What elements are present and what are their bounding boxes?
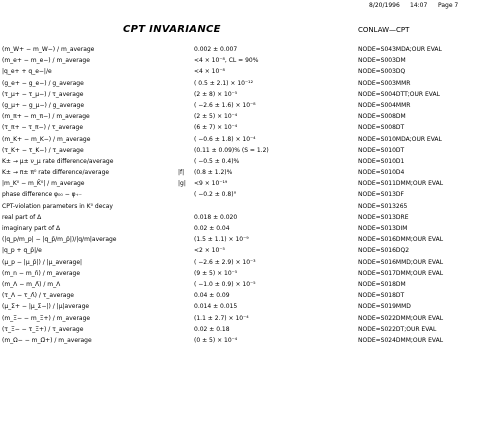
measurement-value: 0.02 ± 0.04 (194, 225, 230, 232)
measurement-value: <4 × 10⁻⁸, CL = 90% (194, 57, 259, 65)
measurement-row (0, 134, 489, 145)
measurement-label: (g_μ+ − g_μ−) / g_average (2, 101, 85, 109)
measurement-value: <9 × 10⁻¹⁹ (194, 180, 228, 188)
node-reference: NODE=S013DF (358, 191, 404, 199)
measurement-value: ( −0.6 ± 1.8) × 10⁻⁴ (194, 135, 256, 143)
measurement-label: K± → μ± ν_μ rate difference/average (2, 157, 114, 165)
measurement-value: 0.04 ± 0.09 (194, 292, 230, 300)
measurement-row (0, 201, 489, 212)
measurement-row (0, 178, 489, 189)
measurement-row (0, 122, 489, 133)
measurement-value: (0 ± 5) × 10⁻⁴ (194, 336, 238, 344)
measurement-value: 0.014 ± 0.015 (194, 303, 238, 311)
node-reference: NODE=S003DM (358, 57, 406, 65)
node-reference: NODE=S010MDA;OUR EVAL (358, 135, 442, 143)
node-reference: NODE=S013DRE (358, 213, 409, 221)
node-reference: NODE=S013265 (358, 202, 408, 210)
section-tag: CONLAW—CPT (358, 26, 410, 34)
measurement-row (0, 223, 489, 234)
measurement-label: |q_e+ + q_e−|/e (2, 68, 52, 76)
measurement-value: (1.1 ± 2.7) × 10⁻⁴ (194, 314, 249, 322)
measurement-label: (m_π+ − m_π−) / m_average (2, 113, 90, 121)
node-reference: NODE=S010D1 (358, 157, 405, 165)
node-reference: NODE=S010DT (358, 146, 405, 154)
measurement-row (0, 44, 489, 55)
measurement-label: (m_Ξ− − m_Ξ̄+) / m_average (2, 314, 91, 322)
measurement-value: ( −0.5 ± 0.4)% (194, 157, 240, 165)
measurement-row (0, 212, 489, 223)
measurement-row (0, 156, 489, 167)
measurement-value: (1.5 ± 1.1) × 10⁻⁹ (194, 236, 249, 244)
measurement-row (0, 55, 489, 66)
measurement-label: imaginary part of Δ (2, 225, 61, 232)
measurement-value: (2 ± 8) × 10⁻⁵ (194, 90, 238, 98)
measurement-row (0, 257, 489, 268)
header-date: 8/20/1996 (369, 2, 400, 9)
measurement-label: (μ_Σ+ − |μ_Σ̄−|) / |μ|average (2, 303, 90, 311)
node-reference: NODE=S018DT (358, 292, 405, 300)
measurement-label: phase difference φ₀₀ − φ₊₋ (2, 191, 82, 199)
node-reference: NODE=S022DMM;OUR EVAL (358, 314, 444, 322)
measurement-row (0, 313, 489, 324)
measurement-label: |m_K⁰ − m_K̄⁰| / m_average (2, 180, 85, 188)
measurement-value: <2 × 10⁻⁵ (194, 247, 225, 255)
node-reference: NODE=S008DT (358, 124, 405, 132)
measurement-row (0, 189, 489, 200)
node-reference: NODE=S022DT;OUR EVAL (358, 325, 437, 333)
measurement-label: (m_n − m_n̄) / m_average (2, 269, 81, 277)
measurement-row (0, 66, 489, 77)
measurement-label: (μ_p − |μ_p̄|) / |μ_average| (2, 258, 83, 266)
measurement-value: (6 ± 7) × 10⁻⁴ (194, 124, 238, 132)
node-reference: NODE=S024DMM;OUR EVAL (358, 336, 444, 344)
measurement-label: (m_e+ − m_e−) / m_average (2, 57, 90, 65)
measurement-label: CPT-violation parameters in K⁰ decay (2, 202, 113, 210)
measurement-label: (τ_Λ − τ_Λ̄) / τ_average (2, 292, 74, 300)
measurement-label: (τ_μ+ − τ_μ−) / τ_average (2, 90, 84, 98)
measurement-value: 0.02 ± 0.18 (194, 325, 230, 333)
node-reference: NODE=S008DM (358, 113, 406, 121)
measurement-row (0, 324, 489, 335)
measurement-label: (m_Ω− − m_Ω̄+) / m_average (2, 336, 92, 344)
measurement-prefix: |f| (178, 169, 185, 177)
measurement-label: (m_W+ − m_W−) / m_average (2, 46, 95, 53)
measurement-list (0, 44, 489, 346)
measurement-label: (m_K+ − m_K−) / m_average (2, 135, 91, 143)
measurement-row (0, 279, 489, 290)
measurement-value: (2 ± 5) × 10⁻⁴ (194, 113, 238, 121)
node-reference: NODE=S010D4 (358, 169, 405, 177)
node-reference: NODE=S017DMM;OUR EVAL (358, 269, 444, 277)
measurement-row (0, 167, 489, 178)
page-title: CPT INVARIANCE (123, 24, 221, 35)
measurement-label: (τ_K+ − τ_K−) / τ_average (2, 146, 84, 154)
measurement-value: (9 ± 5) × 10⁻⁵ (194, 269, 238, 277)
measurement-value: (0.11 ± 0.09)% (S = 1.2) (194, 146, 269, 154)
measurement-label: (|q_p/m_p| − |q_p̄/m_p̄|)/|q/m|average (2, 236, 117, 244)
measurement-label: (τ_π+ − τ_π−) / τ_average (2, 124, 84, 132)
node-reference: NODE=S004DTT;OUR EVAL (358, 90, 440, 98)
measurement-row (0, 111, 489, 122)
measurement-row (0, 301, 489, 312)
measurement-prefix: |g| (178, 180, 186, 188)
measurement-value: ( −0.2 ± 0.8)° (194, 191, 237, 199)
node-reference: NODE=S004MMR (358, 101, 411, 109)
measurement-value: (0.8 ± 1.2)% (194, 169, 233, 177)
measurement-label: (m_Λ − m_Λ̄) / m_Λ (2, 280, 61, 288)
measurement-value: ( −1.0 ± 0.9) × 10⁻⁵ (194, 280, 256, 288)
node-reference: NODE=S018DM (358, 280, 406, 288)
node-reference: NODE=S019MMD (358, 303, 411, 311)
header-page-number: Page 7 (438, 2, 459, 9)
header-time: 14:07 (410, 2, 428, 9)
measurement-row (0, 234, 489, 245)
node-reference: NODE=S013DIM (358, 225, 408, 232)
measurement-value: ( −2.6 ± 1.6) × 10⁻⁸ (194, 101, 256, 109)
measurement-label: real part of Δ (2, 213, 42, 221)
measurement-row (0, 100, 489, 111)
node-reference: NODE=S003MMR (358, 79, 411, 87)
measurement-label: (τ_Ξ− − τ_Ξ̄+) / τ_average (2, 325, 84, 333)
node-reference: NODE=S003DQ (358, 68, 406, 76)
node-reference: NODE=S016DMM;OUR EVAL (358, 236, 444, 244)
measurement-value: <4 × 10⁻⁸ (194, 68, 225, 76)
node-reference: NODE=S016MMD;OUR EVAL (358, 258, 444, 266)
measurement-row (0, 335, 489, 346)
measurement-label: K± → π± π⁰ rate difference/average (2, 169, 110, 177)
node-reference: NODE=S043MDA;OUR EVAL (358, 46, 442, 53)
measurement-label: (g_e+ − g_e−) / g_average (2, 79, 84, 87)
measurement-row (0, 78, 489, 89)
measurement-row (0, 268, 489, 279)
measurement-row (0, 145, 489, 156)
measurement-value: 0.002 ± 0.007 (194, 46, 238, 53)
node-reference: NODE=S016DQ2 (358, 247, 410, 255)
measurement-row (0, 290, 489, 301)
measurement-row (0, 89, 489, 100)
measurement-value: ( 0.5 ± 2.1) × 10⁻¹² (194, 79, 253, 87)
node-reference: NODE=S011DMM;OUR EVAL (358, 180, 444, 188)
measurement-label: |q_p + q_p̄|/e (2, 247, 42, 255)
measurement-value: ( −2.6 ± 2.9) × 10⁻³ (194, 258, 256, 266)
measurement-row (0, 245, 489, 256)
measurement-value: 0.018 ± 0.020 (194, 213, 238, 221)
